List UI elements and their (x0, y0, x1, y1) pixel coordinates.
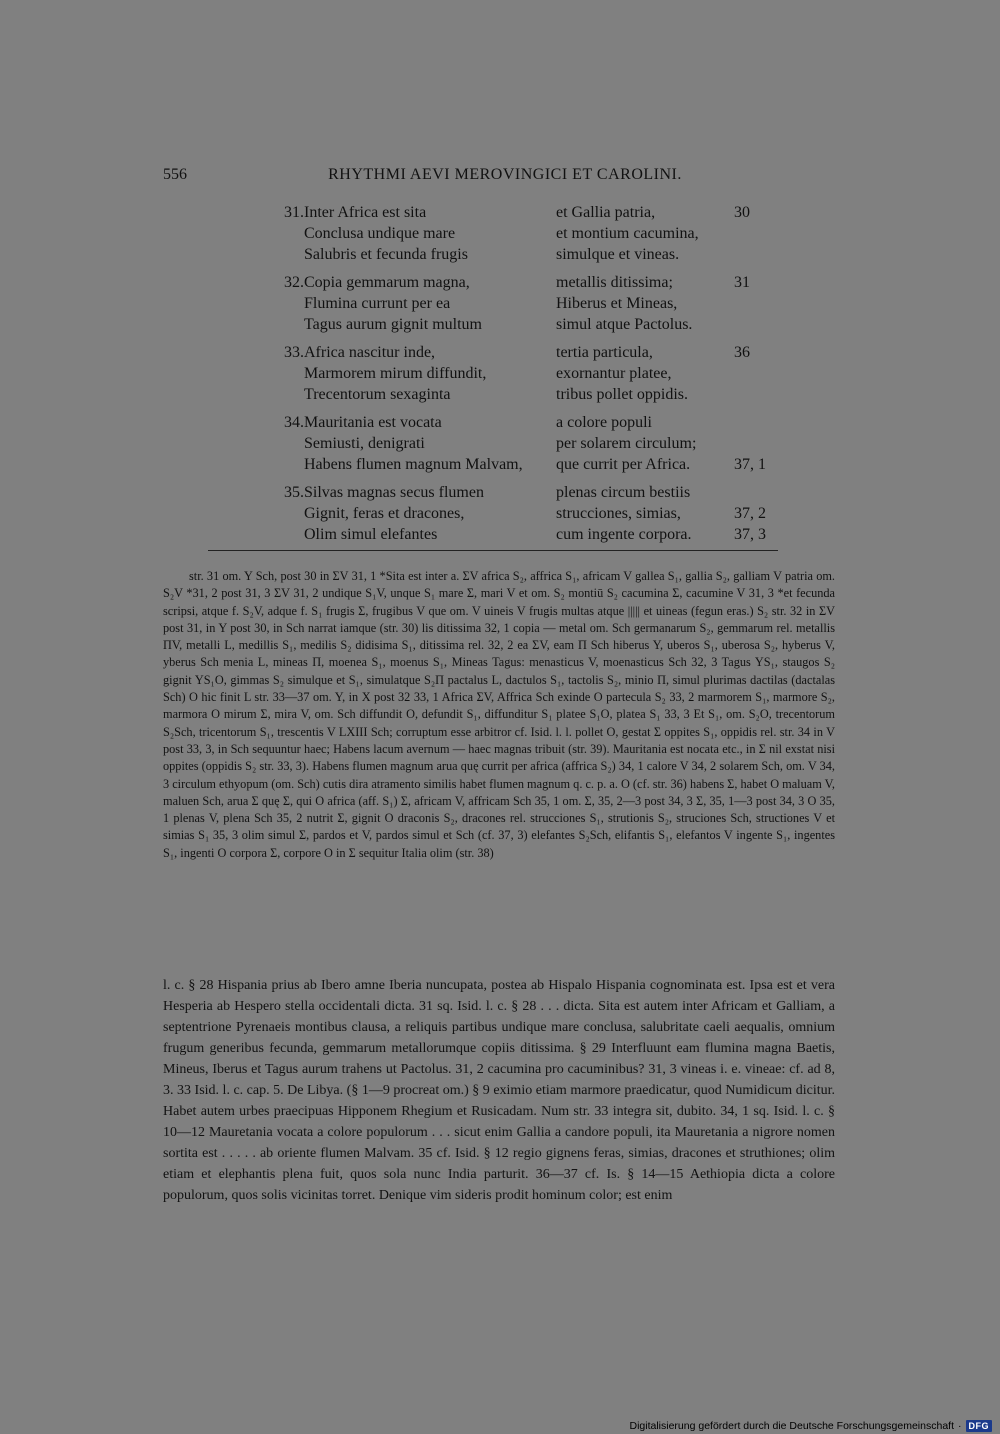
verse-first-half: Semiusti, denigrati (304, 435, 425, 452)
verse-second-half: et Gallia patria, (556, 204, 656, 221)
page-number: 556 (163, 166, 187, 183)
stanza (163, 482, 835, 545)
verse-second-half: cum ingente corpora. (556, 526, 692, 543)
verse-first-half: Tagus aurum gignit multum (304, 316, 482, 333)
verse-line (163, 314, 835, 335)
stanza (163, 272, 835, 335)
critical-apparatus (163, 568, 835, 862)
verse-first-half: Inter Africa est sita (304, 204, 427, 221)
page-header (163, 166, 835, 188)
verse-second-half: tribus pollet oppidis. (556, 386, 688, 403)
verse-line (163, 342, 835, 363)
footer-text: Digitalisierung gefördert durch die Deutsche Forschungsgemeinschaft (629, 1420, 954, 1432)
cross-reference: 37, 1 (734, 456, 766, 473)
verse-second-half: exornantur platee, (556, 365, 672, 382)
stanza-number: 35. (284, 484, 304, 501)
stanza (163, 342, 835, 405)
verse-line (163, 223, 835, 244)
verse-line (163, 482, 835, 503)
verse-line (163, 454, 835, 475)
verse-second-half: strucciones, simias, (556, 505, 681, 522)
verse-first-half: Africa nascitur inde, (304, 344, 436, 361)
cross-reference: 36 (734, 344, 750, 361)
verse-second-half: metallis ditissima; (556, 274, 673, 291)
cross-reference: 31 (734, 274, 750, 291)
verse-second-half: a colore populi (556, 414, 652, 431)
divider (208, 550, 778, 551)
verse-first-half: Salubris et fecunda frugis (304, 246, 468, 263)
verse-first-half: Mauritania est vocata (304, 414, 442, 431)
verse-second-half: simul atque Pactolus. (556, 316, 693, 333)
verse-second-half: et montium cacumina, (556, 225, 699, 242)
verse-first-half: Marmorem mirum diffundit, (304, 365, 487, 382)
verse-line (163, 202, 835, 223)
verse-second-half: per solarem circulum; (556, 435, 697, 452)
source-notes (163, 975, 835, 1206)
verse-first-half: Conclusa undique mare (304, 225, 456, 242)
verse-first-half: Flumina currunt per ea (304, 295, 451, 312)
notes-text: l. c. § 28 Hispania prius ab Ibero amne Iberia nuncupata, postea ab Hispalo Hispania cognominata est. Ipsa est et vera Hesperia ab Hespero stella occidentali dicta. 31 sq. Isid. l. c. § 28 . . . dicta. Sita est autem inter Africam et Galliam, a septentrione Pyrenaeis montibus clausa, a reliquis partibus undique mare conclusa, salubritate caeli aequalis, omnium frugum generibus fecunda, gemmarum metallorumque copiis ditissima. § 29 Interfluunt eam flumina magna Baetis, Mineus, Iberus et Tagus aurum trahens ut Pactolus. 31, 2 cacumina pro cacuminibus? 31, 3 vineas i. e. vineae: cf. ad 8, 3. 33 Isid. l. c. cap. 5. De Libya. (§ 1—9 procreat om.) § 9 eximio etiam marmore praedicatur, quod Numidicum dicitur. Habet autem urbes praecipuas Hipponem Rhegium et Rusicadam. Num str. 33 integra sit, dubito. 34, 1 sq. Isid. l. c. § 10—12 Mauretania vocata a colore populorum . . . sicut enim Gallia a candore populi, ita Mauretania a nigrore nomen sortita est . . . . . ab oriente flumen Malvam. 35 cf. Isid. § 12 regio gignens feras, simias, dracones et struthiones; olim etiam et elephantis plena fuit, quos sola nunc India parturit. 36—37 cf. Is. § 14—15 Aethiopia dicta a colore populorum, quos solis vicinitas torret. Denique vim sideris prodit hominum color; est enim (163, 978, 835, 1203)
cross-reference: 37, 3 (734, 526, 766, 543)
verse-second-half: simulque et vineas. (556, 246, 680, 263)
stanza-number: 34. (284, 414, 304, 431)
cross-reference: 37, 2 (734, 505, 766, 522)
verse-first-half: Silvas magnas secus flumen (304, 484, 484, 501)
dfg-logo: DFG (966, 1420, 993, 1432)
cross-reference: 30 (734, 204, 750, 221)
verse-line (163, 384, 835, 405)
apparatus-text: str. 31 om. Y Sch, post 30 in ΣV 31, 1 *Sita est inter a. ΣV africa S₂, affrica S₁, africam V gallea S₁, gallia S₂, galliam V patria om. S₂V *31, 2 post 31, 3 ΣV 31, 2 undique S₁V, unque S₁ mare Σ, mari V et om. S₂ montiū S₂ cacumina Σ, cacumine V 31, 3 *et fecunda scripsi, atque f. S₂V, adque f. S₁ frugis Σ, frugibus V que om. V uineis V frugis multas atque ||||| et uineas (fegun eras.) S₂ str. 32 in ΣV post 31, in Y post 30, in Sch narrat iamque (str. 30) lis ditissima 32, 1 copia — metal om. Sch germanarum S₂, gemmarum rel. metallis ΠV, metalli L, medillis S₁, medilis S₂ didisima S₁, ditissima rel. 32, 2 ea ΣV, eam Π Sch hiberus Y, uberos S₁, uberosa S₂, hyberus V, yberus Sch menia L, mineas Π, moenea S₁, moenus S₁, Mineas Tagus: menasticus V, moenasticus Sch 32, 3 Tagus YS₁, staugos S₂ gignit YS₁O, gimmas S₂ simulque et S₁, simulatque S₂Π pactalus L, dactulos S₁, tactolis S₂, minio Π, simul plurimas dactilas (dactalas Sch) O hic finit L str. 33—37 om. Y, in X post 32 33, 1 Africa ΣV, Affrica Sch exinde O partecula S₂ 33, 2 marmorem S₁, marmore S₂, marmora O mirum Σ, mira V, om. Sch diffundit O, defundit S₁, diffunditur S₁ platee S₁O, platea S₁ 33, 3 Et S₁, om. S₂O, trecentorum S₂Sch, tricentorum S₁, trescentis V LXIII Sch; corruptum esse arbitror cf. Isid. l. l. pollet O, gestat Σ oppites S₁, oppidis rel. str. 34 in V post 33, 3, in Sch sequuntur haec; Habens lacum avernum — haec magnas tribuit (str. 39). Mauritania est nocata etc., in Σ nil exstat nisi oppites (oppidis S₂ str. 33, 3). Habens flumen magnum arua quę currit per africa (affrica S₂) 34, 1 calore V 34, 2 solarem Sch, om. V 34, 3 circulum ethyopum (om. Sch) cutis dira atramento similis habet flumen magnum q. c. p. a. O (cf. str. 36) habens Σ, habet O maluam V, maluen Sch, arua Σ quę Σ, qui O africa (aff. S₁) Σ, africam V, affricam Sch 35, 1 om. Σ, 35, 2—3 post 34, 3 Σ, 35, 1—3 post 34, 3 O 35, 1 plenas V, plena Sch 35, 2 nutrit Σ, gignit O draconis S₂, dracones rel. strucciones S₁, strutionis S₂, struciones Sch, structiones V et simias S₁ 35, 3 olim simul Σ, pardos et V, pardos simul et Sch (cf. 37, 3) elefantes S₂Sch, elifantis S₁, elefantos V ingente S₁, ingentes S₁, ingenti O corpora Σ, corpore O in Σ sequitur Italia olim (str. 38) (163, 569, 835, 860)
verse-second-half: tertia particula, (556, 344, 653, 361)
stanza-number: 31. (284, 204, 304, 221)
verse-line (163, 272, 835, 293)
verse-line (163, 524, 835, 545)
verse-line (163, 363, 835, 384)
footer: Digitalisierung gefördert durch die Deutsche Forschungsgemeinschaft · DFG (629, 1418, 992, 1434)
stanza-number: 33. (284, 344, 304, 361)
verse-line (163, 433, 835, 454)
verse-line (163, 293, 835, 314)
verse-second-half: Hiberus et Mineas, (556, 295, 678, 312)
stanza (163, 202, 835, 265)
verse-line (163, 503, 835, 524)
verse-first-half: Copia gemmarum magna, (304, 274, 470, 291)
stanza (163, 412, 835, 475)
verse-first-half: Habens flumen magnum Malvam, (304, 456, 523, 473)
verse-line (163, 244, 835, 265)
verse-second-half: que currit per Africa. (556, 456, 691, 473)
verse-second-half: plenas circum bestiis (556, 484, 691, 501)
verse-first-half: Gignit, feras et dracones, (304, 505, 465, 522)
verse-line (163, 412, 835, 433)
verse-first-half: Olim simul elefantes (304, 526, 438, 543)
stanza-number: 32. (284, 274, 304, 291)
running-title: RHYTHMI AEVI MEROVINGICI ET CAROLINI. (328, 166, 682, 183)
verse-first-half: Trecentorum sexaginta (304, 386, 451, 403)
